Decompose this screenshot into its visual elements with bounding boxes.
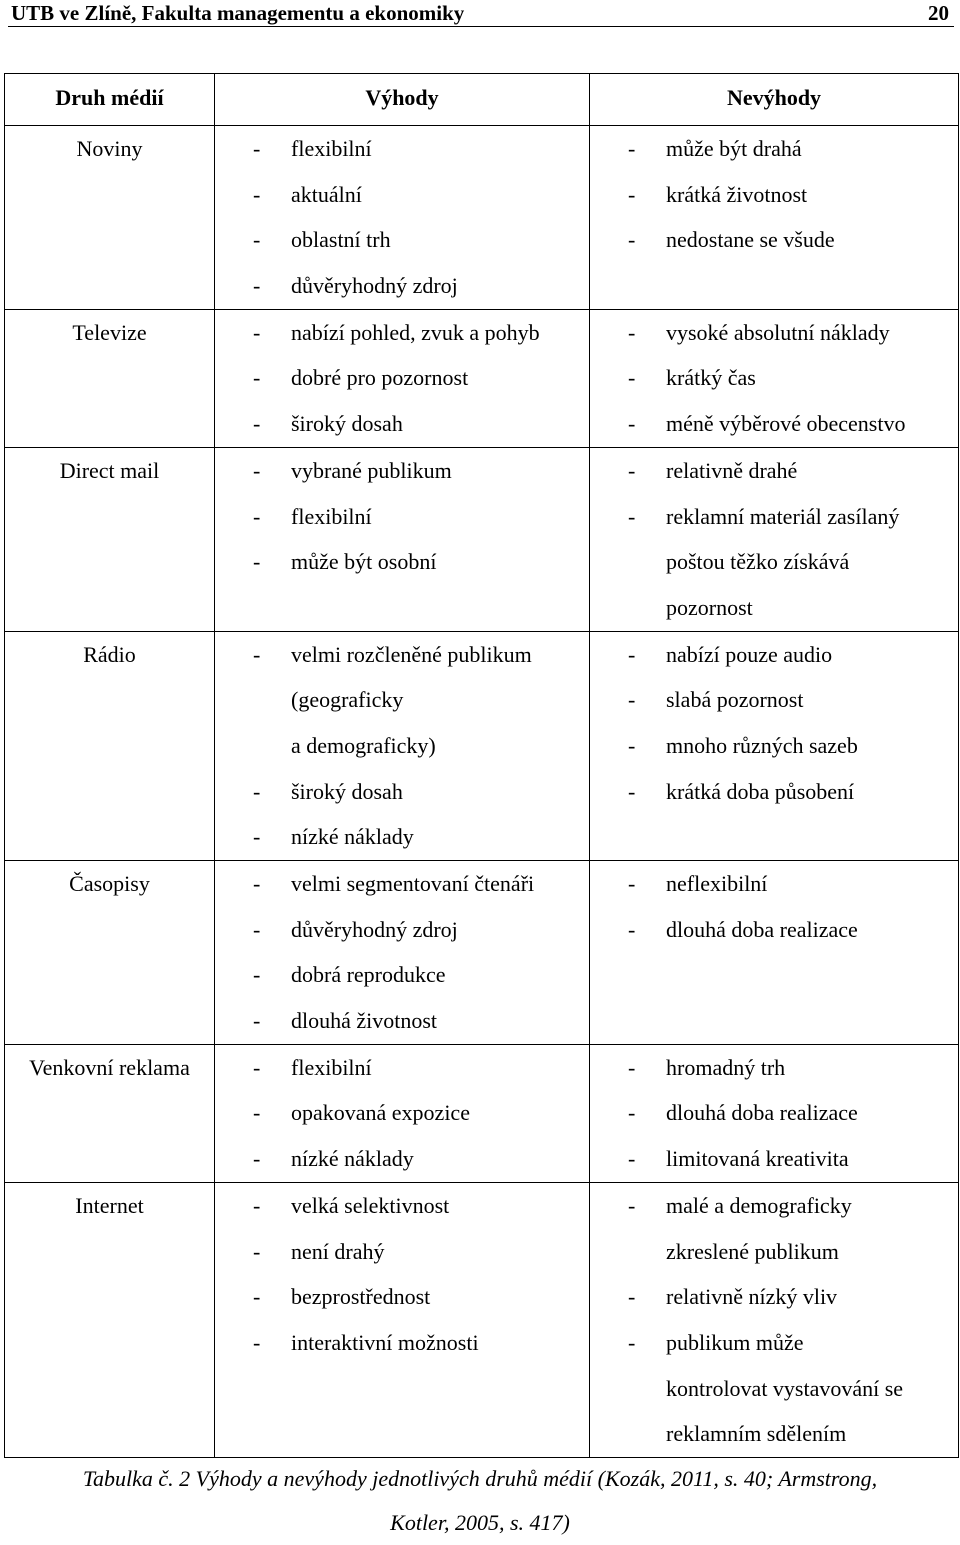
- item-text: relativně nízký vliv: [666, 1284, 838, 1310]
- disadvantage-item: [590, 401, 958, 447]
- disadvantage-item: [590, 539, 958, 585]
- advantage-item: [215, 217, 589, 263]
- disadvantage-item: [590, 310, 958, 356]
- item-text: neflexibilní: [666, 871, 768, 896]
- bullet-dash: -: [628, 732, 636, 758]
- item-text: limitovaná kreativita: [666, 1146, 849, 1172]
- disadvantage-item: [590, 861, 958, 907]
- item-text: zkreslené publikum: [666, 1238, 839, 1264]
- item-text: opakovaná expozice: [291, 1100, 470, 1126]
- item-text: aktuální: [291, 181, 362, 207]
- item-text: velmi segmentovaní čtenáři: [291, 871, 535, 896]
- advantage-item: [215, 401, 589, 447]
- item-text: široký dosah: [291, 411, 403, 437]
- advantage-item: [215, 355, 589, 401]
- bullet-dash: -: [628, 503, 636, 529]
- advantage-item: [215, 310, 589, 356]
- disadvantage-item: [590, 172, 958, 218]
- item-text: publikum může: [666, 1329, 804, 1355]
- bullet-dash: -: [253, 962, 261, 988]
- advantage-item: [215, 998, 589, 1044]
- bullet-dash: -: [628, 365, 636, 391]
- disadvantage-item: [590, 907, 958, 953]
- advantage-item: [215, 1136, 589, 1182]
- media-type-cell: Televize: [5, 309, 215, 447]
- table-caption: [0, 1457, 960, 1545]
- page-header: [8, 0, 954, 27]
- item-text: malé a demograficky: [666, 1192, 852, 1218]
- item-text: dobré pro pozornost: [291, 365, 469, 391]
- advantages-cell: [215, 126, 590, 310]
- item-text: bezprostřednost: [291, 1284, 431, 1310]
- advantage-item: [215, 1183, 589, 1229]
- advantage-item: [215, 677, 589, 723]
- advantage-item: [215, 448, 589, 494]
- advantage-item: [215, 539, 589, 585]
- disadvantage-item: [590, 1045, 958, 1091]
- bullet-dash: -: [253, 319, 261, 345]
- disadvantage-item: [590, 1320, 958, 1366]
- advantage-item: [215, 769, 589, 815]
- item-text: nabízí pohled, zvuk a pohyb: [291, 319, 540, 345]
- advantage-item: [215, 632, 589, 678]
- advantage-item: [215, 1229, 589, 1275]
- table-row: [5, 1182, 959, 1457]
- bullet-dash: -: [253, 1192, 261, 1218]
- table-row: [5, 861, 959, 1045]
- item-text: poštou těžko získává: [666, 549, 850, 575]
- bullet-dash: -: [628, 1192, 636, 1218]
- bullet-dash: -: [253, 227, 261, 253]
- item-text: oblastní trh: [291, 227, 391, 253]
- bullet-dash: -: [253, 503, 261, 529]
- bullet-dash: -: [253, 1054, 261, 1080]
- media-comparison-table: [4, 73, 959, 1458]
- item-text: (geograficky: [291, 687, 404, 713]
- column-header-pros: Výhody: [215, 74, 590, 126]
- bullet-dash: -: [253, 136, 261, 161]
- disadvantage-item: [590, 1136, 958, 1182]
- disadvantage-item: [590, 585, 958, 631]
- table-row: [5, 309, 959, 447]
- bullet-dash: -: [253, 871, 261, 896]
- column-header-cons: Nevýhody: [590, 74, 959, 126]
- header-title: UTB ve Zlíně, Fakulta managementu a ekonomiky: [11, 1, 465, 25]
- advantages-cell: [215, 1182, 590, 1457]
- item-text: a demograficky): [291, 732, 436, 758]
- advantages-cell: [215, 447, 590, 631]
- disadvantage-item: [590, 494, 958, 540]
- advantage-item: [215, 126, 589, 172]
- bullet-dash: -: [253, 1238, 261, 1264]
- disadvantage-item: [590, 126, 958, 172]
- disadvantage-item: [590, 1183, 958, 1229]
- media-type-cell: Direct mail: [5, 447, 215, 631]
- item-text: reklamním sdělením: [666, 1421, 847, 1447]
- advantage-item: [215, 263, 589, 309]
- bullet-dash: -: [628, 1054, 636, 1080]
- advantage-item: [215, 723, 589, 769]
- advantage-item: [215, 1090, 589, 1136]
- advantage-item: [215, 172, 589, 218]
- bullet-dash: -: [628, 871, 636, 896]
- item-text: flexibilní: [291, 136, 372, 161]
- advantage-item: [215, 1045, 589, 1091]
- table-row: [5, 1044, 959, 1182]
- advantages-cell: [215, 631, 590, 860]
- advantage-item: [215, 907, 589, 953]
- disadvantages-cell: [590, 861, 959, 1045]
- item-text: velmi rozčleněné publikum: [291, 641, 532, 667]
- item-text: pozornost: [666, 594, 753, 620]
- item-text: nedostane se všude: [666, 227, 835, 253]
- disadvantage-item: [590, 448, 958, 494]
- item-text: nízké náklady: [291, 824, 414, 850]
- disadvantage-item: [590, 355, 958, 401]
- item-text: nízké náklady: [291, 1146, 414, 1172]
- disadvantage-item: [590, 632, 958, 678]
- media-type-cell: Venkovní reklama: [5, 1044, 215, 1182]
- bullet-dash: -: [253, 1008, 261, 1034]
- disadvantages-cell: [590, 1044, 959, 1182]
- bullet-dash: -: [253, 457, 261, 483]
- disadvantage-item: [590, 769, 958, 815]
- media-type-cell: Časopisy: [5, 861, 215, 1045]
- caption-line-2: Kotler, 2005, s. 417): [390, 1510, 570, 1535]
- item-text: krátká doba působení: [666, 778, 855, 804]
- disadvantage-item: [590, 1411, 958, 1457]
- bullet-dash: -: [253, 1100, 261, 1126]
- table-row: [5, 447, 959, 631]
- bullet-dash: -: [628, 641, 636, 667]
- bullet-dash: -: [628, 227, 636, 253]
- disadvantages-cell: [590, 309, 959, 447]
- item-text: velká selektivnost: [291, 1192, 450, 1218]
- advantages-cell: [215, 309, 590, 447]
- disadvantage-item: [590, 677, 958, 723]
- item-text: relativně drahé: [666, 457, 798, 483]
- item-text: flexibilní: [291, 1054, 372, 1080]
- advantages-cell: [215, 1044, 590, 1182]
- page-number: 20: [928, 1, 949, 25]
- item-text: široký dosah: [291, 778, 403, 804]
- item-text: hromadný trh: [666, 1054, 786, 1080]
- item-text: není drahý: [291, 1238, 385, 1264]
- advantage-item: [215, 1274, 589, 1320]
- disadvantages-cell: [590, 1182, 959, 1457]
- bullet-dash: -: [628, 1284, 636, 1310]
- item-text: interaktivní možnosti: [291, 1329, 479, 1355]
- disadvantage-item: [590, 723, 958, 769]
- table-row: [5, 631, 959, 860]
- disadvantage-item: [590, 217, 958, 263]
- item-text: vybrané publikum: [291, 457, 452, 483]
- advantage-item: [215, 952, 589, 998]
- bullet-dash: -: [628, 411, 636, 437]
- advantages-cell: [215, 861, 590, 1045]
- bullet-dash: -: [253, 1329, 261, 1355]
- item-text: dlouhá doba realizace: [666, 916, 858, 942]
- item-text: flexibilní: [291, 503, 372, 529]
- caption-line-1: Tabulka č. 2 Výhody a nevýhody jednotlivých druhů médií (Kozák, 2011, s. 40; Armstrong,: [82, 1466, 878, 1491]
- bullet-dash: -: [253, 365, 261, 391]
- disadvantage-item: [590, 1274, 958, 1320]
- media-type-cell: Rádio: [5, 631, 215, 860]
- bullet-dash: -: [253, 1284, 261, 1310]
- advantage-item: [215, 861, 589, 907]
- bullet-dash: -: [253, 824, 261, 850]
- advantage-item: [215, 814, 589, 860]
- item-text: krátká životnost: [666, 181, 808, 207]
- bullet-dash: -: [628, 687, 636, 713]
- bullet-dash: -: [253, 778, 261, 804]
- bullet-dash: -: [253, 181, 261, 207]
- item-text: může být drahá: [666, 136, 802, 161]
- item-text: vysoké absolutní náklady: [666, 319, 890, 345]
- disadvantages-cell: [590, 631, 959, 860]
- bullet-dash: -: [628, 319, 636, 345]
- item-text: reklamní materiál zasílaný: [666, 503, 900, 529]
- advantage-item: [215, 494, 589, 540]
- table-header-row: [5, 74, 959, 126]
- item-text: méně výběrové obecenstvo: [666, 411, 906, 437]
- item-text: důvěryhodný zdroj: [291, 916, 458, 942]
- bullet-dash: -: [628, 181, 636, 207]
- column-header-media: Druh médií: [5, 74, 215, 126]
- disadvantage-item: [590, 1090, 958, 1136]
- bullet-dash: -: [253, 273, 261, 299]
- advantage-item: [215, 1320, 589, 1366]
- bullet-dash: -: [628, 778, 636, 804]
- disadvantage-item: [590, 1366, 958, 1412]
- disadvantage-item: [590, 1229, 958, 1275]
- disadvantages-cell: [590, 126, 959, 310]
- item-text: nabízí pouze audio: [666, 641, 833, 667]
- item-text: mnoho různých sazeb: [666, 732, 858, 758]
- media-type-cell: Internet: [5, 1182, 215, 1457]
- bullet-dash: -: [253, 916, 261, 942]
- bullet-dash: -: [628, 916, 636, 942]
- item-text: slabá pozornost: [666, 687, 804, 713]
- item-text: může být osobní: [291, 549, 437, 575]
- bullet-dash: -: [253, 549, 261, 575]
- bullet-dash: -: [628, 1329, 636, 1355]
- bullet-dash: -: [253, 1146, 261, 1172]
- bullet-dash: -: [628, 136, 636, 161]
- bullet-dash: -: [628, 457, 636, 483]
- item-text: dlouhá doba realizace: [666, 1100, 858, 1126]
- table-row: [5, 126, 959, 310]
- media-type-cell: Noviny: [5, 126, 215, 310]
- item-text: krátký čas: [666, 365, 756, 391]
- disadvantages-cell: [590, 447, 959, 631]
- item-text: kontrolovat vystavování se: [666, 1375, 904, 1401]
- item-text: dobrá reprodukce: [291, 962, 446, 988]
- bullet-dash: -: [628, 1146, 636, 1172]
- bullet-dash: -: [253, 641, 261, 667]
- bullet-dash: -: [628, 1100, 636, 1126]
- bullet-dash: -: [253, 411, 261, 437]
- item-text: důvěryhodný zdroj: [291, 273, 458, 299]
- item-text: dlouhá životnost: [291, 1008, 438, 1034]
